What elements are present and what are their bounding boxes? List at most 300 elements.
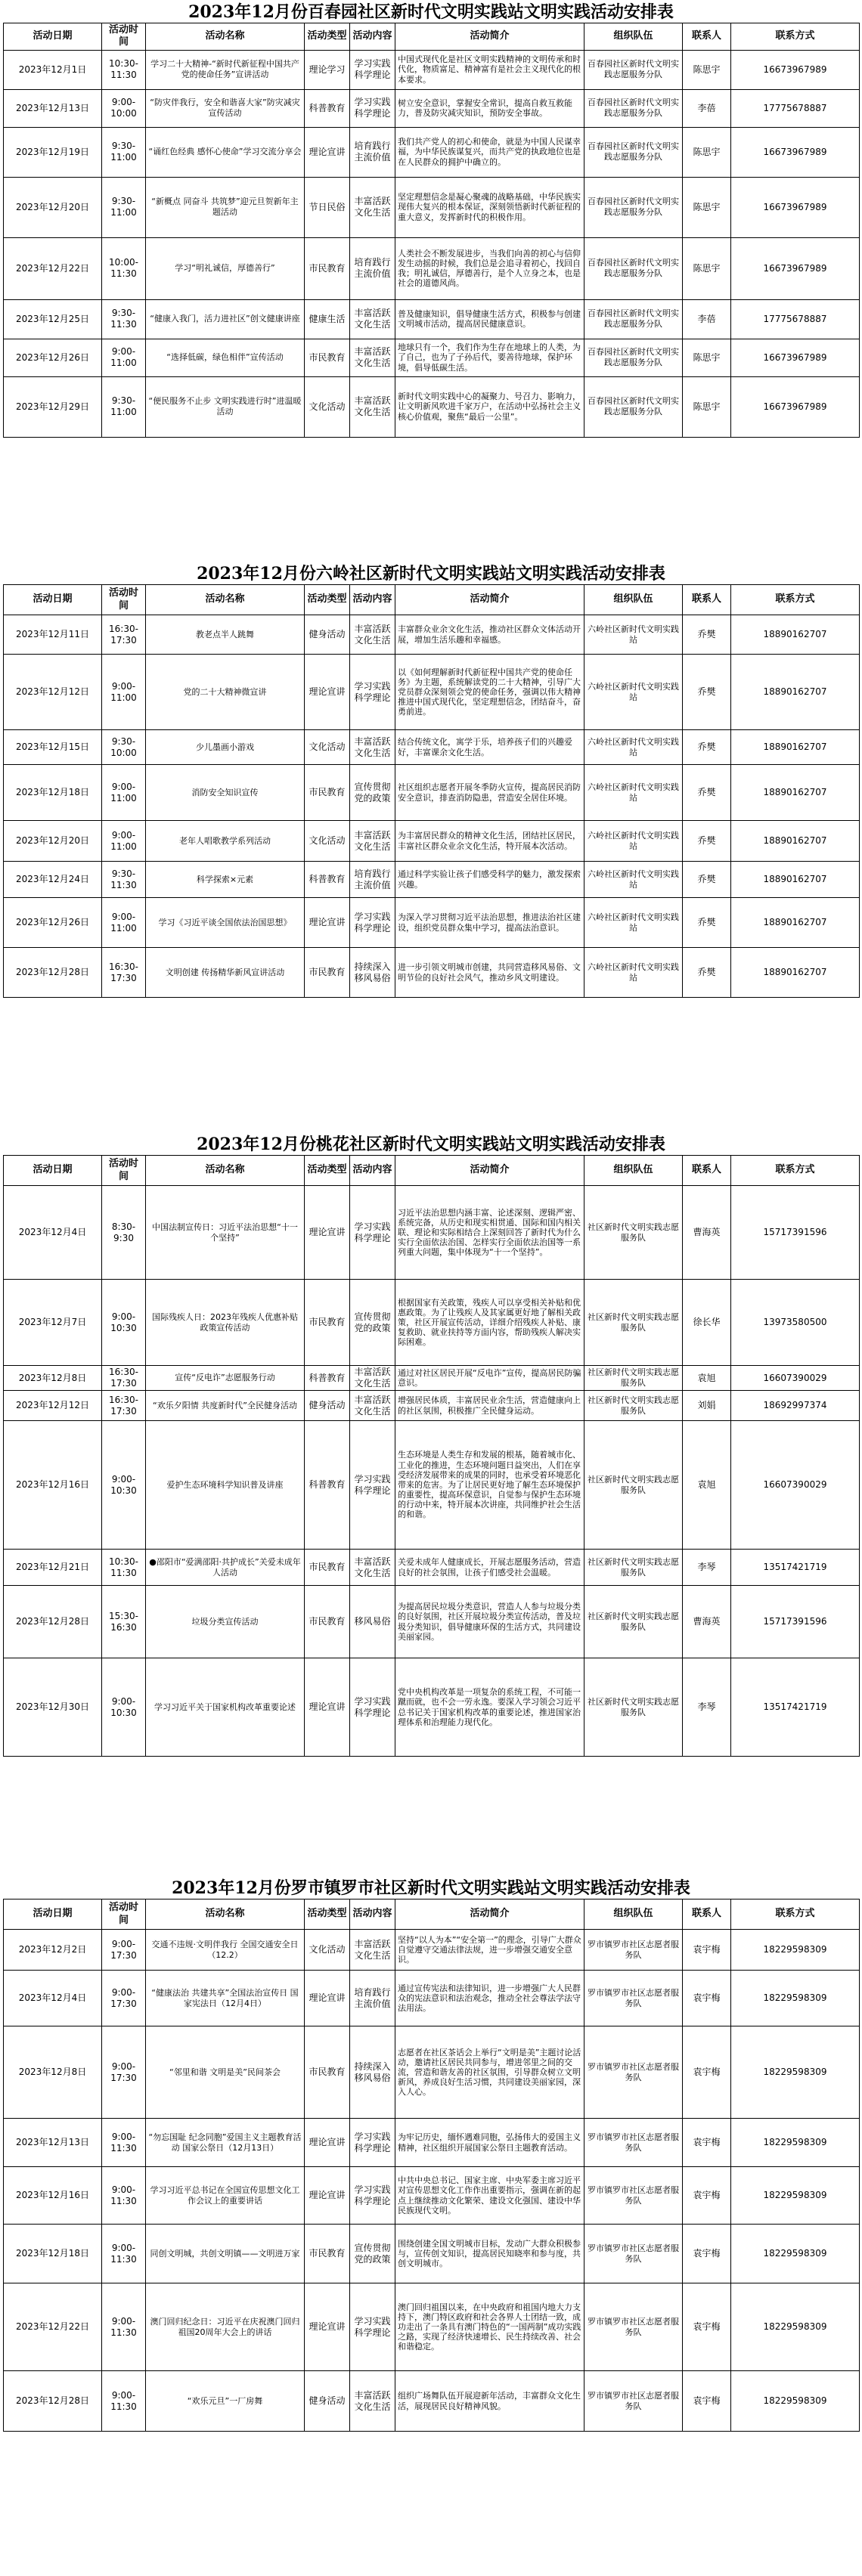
activity-name: “便民服务不止步 文明实践进行时”进温暖活动 [146, 376, 305, 437]
activity-name: 中国法制宣传日：习近平法治思想“十一个坚持” [146, 1186, 305, 1280]
activity-name: 消防安全知识宣传 [146, 765, 305, 821]
activity-intro: 坚定理想信念是凝心聚魂的战略基础，中华民族实现伟大复兴的根本保证，深刻领悟新时代新征程的重大意义，发挥新时代的积极作用。 [395, 177, 584, 237]
contact-person: 袁宇梅 [683, 2371, 731, 2432]
activity-time: 9:00-11:00 [102, 765, 146, 821]
activity-name: 宣传“反电诈”志愿服务行动 [146, 1366, 305, 1391]
table-row [4, 862, 860, 898]
activity-time: 10:30-11:30 [102, 50, 146, 89]
activity-content: 丰富活跃文化生活 [350, 615, 395, 655]
activity-date: 2023年12月13日 [4, 89, 102, 127]
contact-person: 乔樊 [683, 862, 731, 898]
activity-name: 文明创建 传扬精华新风宣讲活动 [146, 948, 305, 998]
activity-name: 党的二十大精神微宣讲 [146, 655, 305, 730]
activity-name: 交通不违规·文明伴我行 全国交通安全日（12.2） [146, 1930, 305, 1971]
activity-type: 市民教育 [305, 2225, 350, 2283]
activity-content: 丰富活跃文化生活 [350, 376, 395, 437]
table-row [4, 376, 860, 437]
organizer-team: 六岭社区新时代文明实践站 [584, 765, 683, 821]
activity-name: “健康法治 共建共享”全国法治宣传日 国家宪法日（12月4日） [146, 1971, 305, 2026]
activity-content: 学习实践科学理论 [350, 89, 395, 127]
table-row [4, 2026, 860, 2119]
activity-date: 2023年12月24日 [4, 862, 102, 898]
contact-phone: 18890162707 [731, 730, 860, 765]
activity-content: 移风易俗 [350, 1586, 395, 1658]
table-row [4, 821, 860, 862]
table-row [4, 1366, 860, 1391]
contact-phone: 18890162707 [731, 862, 860, 898]
activity-date: 2023年12月2日 [4, 1930, 102, 1971]
activity-type: 节日民俗 [305, 177, 350, 237]
organizer-team: 百春园社区新时代文明实践志愿服务分队 [584, 50, 683, 89]
taohua-section [3, 1134, 859, 1757]
contact-person: 袁宇梅 [683, 1971, 731, 2026]
table-row [4, 1421, 860, 1550]
activity-time: 16:30-17:30 [102, 1366, 146, 1391]
contact-phone: 18890162707 [731, 615, 860, 655]
activity-intro: 根据国家有关政策，残疾人可以享受相关补贴和优惠政策。为了让残疾人及其家属更好地了解相关政策，社区开展宣传活动，详细介绍残疾人补贴、康复救助、就业扶持等方面内容，帮助残疾人解决实际困难。 [395, 1280, 584, 1366]
table-row [4, 948, 860, 998]
contact-person: 袁宇梅 [683, 2119, 731, 2167]
activity-type: 市民教育 [305, 1550, 350, 1586]
organizer-team: 罗市镇罗市社区志愿者服务队 [584, 2026, 683, 2119]
table-row [4, 1550, 860, 1586]
contact-person: 陈思宇 [683, 177, 731, 237]
activity-type: 理论宣讲 [305, 655, 350, 730]
contact-person: 李蓓 [683, 89, 731, 127]
organizer-team: 罗市镇罗市社区志愿者服务队 [584, 2119, 683, 2167]
activity-date: 2023年12月1日 [4, 50, 102, 89]
organizer-team: 社区新时代文明实践志愿服务队 [584, 1550, 683, 1586]
contact-person: 李琴 [683, 1550, 731, 1586]
activity-intro: 澳门回归祖国以来，在中央政府和祖国内地大力支持下，澳门特区政府和社会各界人士团结一致，成功走出了一条具有澳门特色的“一国两制”成功实践之路，实现了经济快速增长、民生持续改善、社会和谐稳定。 [395, 2283, 584, 2371]
organizer-team: 六岭社区新时代文明实践站 [584, 898, 683, 948]
activity-date: 2023年12月4日 [4, 1971, 102, 2026]
organizer-team: 百春园社区新时代文明实践志愿服务分队 [584, 299, 683, 339]
contact-person: 袁旭 [683, 1366, 731, 1391]
activity-name: “邻里和谐 文明是美”民间茶会 [146, 2026, 305, 2119]
contact-phone: 18692997374 [731, 1391, 860, 1421]
organizer-team: 罗市镇罗市社区志愿者服务队 [584, 1971, 683, 2026]
activity-date: 2023年12月12日 [4, 655, 102, 730]
activity-time: 9:00-11:00 [102, 655, 146, 730]
activity-content: 学习实践科学理论 [350, 50, 395, 89]
contact-person: 陈思宇 [683, 376, 731, 437]
activity-name: 学习《习近平谈全国依法治国思想》 [146, 898, 305, 948]
activity-intro: 增强居民体质，丰富居民业余生活，营造健康向上的社区氛围，积极推广全民健身运动。 [395, 1391, 584, 1421]
activity-date: 2023年12月8日 [4, 2026, 102, 2119]
activity-date: 2023年12月22日 [4, 2283, 102, 2371]
contact-person: 陈思宇 [683, 237, 731, 299]
activity-type: 理论宣讲 [305, 898, 350, 948]
activity-name: 科学探索×元素 [146, 862, 305, 898]
header-time: 活动时间 [102, 585, 146, 615]
activity-date: 2023年12月13日 [4, 2119, 102, 2167]
activity-intro: 我们共产党人的初心和使命，就是为中国人民谋幸福，为中华民族谋复兴，而共产党的执政地位也是在人民群众的拥护中确立的。 [395, 127, 584, 177]
header-time: 活动时间 [102, 23, 146, 51]
organizer-team: 六岭社区新时代文明实践站 [584, 821, 683, 862]
contact-person: 袁宇梅 [683, 2283, 731, 2371]
activity-intro: 人类社会不断发展进步，当我们向善的初心与信仰发生动摇的时候，我们总是会追寻着初心，找回自我；明礼诚信，厚德善行，是个人立身之本，也是社会的道德风尚。 [395, 237, 584, 299]
activity-name: “健康入我门，活力进社区”创文健康讲座 [146, 299, 305, 339]
contact-phone: 18890162707 [731, 765, 860, 821]
activity-name: 同创文明城，共创文明镇——文明进万家 [146, 2225, 305, 2283]
activity-intro: 普及健康知识，倡导健康生活方式，积极参与创建文明城市活动，提高居民健康意识。 [395, 299, 584, 339]
header-name: 活动名称 [146, 23, 305, 51]
table-row [4, 237, 860, 299]
activity-date: 2023年12月28日 [4, 1586, 102, 1658]
activity-date: 2023年12月19日 [4, 127, 102, 177]
contact-person: 陈思宇 [683, 50, 731, 89]
header-time: 活动时间 [102, 1156, 146, 1186]
activity-name: ●邵阳市“爱满邵阳·共护成长”关爱未成年人活动 [146, 1550, 305, 1586]
activity-time: 9:30-11:30 [102, 299, 146, 339]
table-row [4, 898, 860, 948]
contact-person: 刘娟 [683, 1391, 731, 1421]
activity-content: 丰富活跃文化生活 [350, 821, 395, 862]
organizer-team: 社区新时代文明实践志愿服务队 [584, 1186, 683, 1280]
contact-phone: 16673967989 [731, 50, 860, 89]
header-phone: 联系方式 [731, 585, 860, 615]
contact-phone: 18229598309 [731, 1971, 860, 2026]
contact-phone: 18890162707 [731, 821, 860, 862]
contact-person: 袁宇梅 [683, 2225, 731, 2283]
activity-intro: 围绕创建全国文明城市目标，发动广大群众积极参与，宣传创文知识，提高居民知晓率和参与度，共创文明城市。 [395, 2225, 584, 2283]
table-row [4, 177, 860, 237]
activity-intro: 生态环境是人类生存和发展的根基，随着城市化、工业化的推进，生态环境问题日益突出，人们在享受经济发展带来的成果的同时，也承受着环境恶化带来的危害。为了让居民更好地了解生态环境保护的重要性，提高环保意识，自觉参与保护生态环境的行动中来，特开展本次讲座，共同维护社会生活的和谐。 [395, 1421, 584, 1550]
activity-name: 爱护生态环境科学知识普及讲座 [146, 1421, 305, 1550]
header-team: 组织队伍 [584, 1156, 683, 1186]
contact-phone: 17775678887 [731, 89, 860, 127]
activity-name: “欢乐元旦”一厂房舞 [146, 2371, 305, 2432]
activity-date: 2023年12月21日 [4, 1550, 102, 1586]
organizer-team: 罗市镇罗市社区志愿者服务队 [584, 2371, 683, 2432]
activity-time: 9:30-10:00 [102, 730, 146, 765]
activity-date: 2023年12月20日 [4, 821, 102, 862]
header-intro: 活动简介 [395, 585, 584, 615]
activity-date: 2023年12月20日 [4, 177, 102, 237]
activity-intro: 地球只有一个，我们作为生存在地球上的人类，为了自己，也为了子孙后代，要善待地球，保护环境，倡导低碳生活。 [395, 339, 584, 376]
activity-date: 2023年12月25日 [4, 299, 102, 339]
contact-person: 陈思宇 [683, 127, 731, 177]
table-row [4, 655, 860, 730]
header-team: 组织队伍 [584, 1899, 683, 1930]
table-row [4, 2225, 860, 2283]
activity-intro: 社区组织志愿者开展冬季防火宣传，提高居民消防安全意识，排查消防隐患，营造安全居住环境。 [395, 765, 584, 821]
activity-time: 9:00-11:00 [102, 821, 146, 862]
contact-person: 李琴 [683, 1658, 731, 1757]
header-contact: 联系人 [683, 1899, 731, 1930]
organizer-team: 六岭社区新时代文明实践站 [584, 948, 683, 998]
activity-table [3, 1155, 860, 1757]
table-header-row [4, 23, 860, 51]
activity-name: “防灾伴我行，安全和谐喜大家”防灾减灾宣传活动 [146, 89, 305, 127]
activity-intro: 习近平法治思想内涵丰富、论述深刻、逻辑严密、系统完备，从历史和现实相贯通、国际和国内相关联、理论和实际相结合上深刻回答了新时代为什么实行全面依法治国、怎样实行全面依法治国等一系列重大问题，集中体现为“十一个坚持”。 [395, 1186, 584, 1280]
activity-time: 9:00-11:30 [102, 2119, 146, 2167]
activity-content: 学习实践科学理论 [350, 898, 395, 948]
activity-content: 丰富活跃文化生活 [350, 1366, 395, 1391]
activity-intro: 关爱未成年人健康成长，开展志愿服务活动，营造良好的社会氛围，让孩子们感受社会温暖。 [395, 1550, 584, 1586]
activity-type: 市民教育 [305, 2026, 350, 2119]
activity-content: 丰富活跃文化生活 [350, 1391, 395, 1421]
activity-type: 市民教育 [305, 765, 350, 821]
contact-phone: 13517421719 [731, 1550, 860, 1586]
activity-type: 理论宣讲 [305, 1658, 350, 1757]
activity-date: 2023年12月30日 [4, 1658, 102, 1757]
activity-type: 科普教育 [305, 1366, 350, 1391]
activity-content: 丰富活跃文化生活 [350, 177, 395, 237]
header-content: 活动内容 [350, 1899, 395, 1930]
activity-date: 2023年12月15日 [4, 730, 102, 765]
activity-time: 9:00-17:30 [102, 2026, 146, 2119]
activity-intro: 结合传统文化，寓学于乐，培养孩子们的兴趣爱好，丰富课余文化生活。 [395, 730, 584, 765]
activity-intro: 组织广场舞队伍开展迎新年活动，丰富群众文化生活，展现居民良好精神风貌。 [395, 2371, 584, 2432]
activity-name: “选择低碳，绿色相伴”宣传活动 [146, 339, 305, 376]
activity-content: 学习实践科学理论 [350, 2283, 395, 2371]
activity-date: 2023年12月28日 [4, 948, 102, 998]
activity-date: 2023年12月28日 [4, 2371, 102, 2432]
activity-content: 丰富活跃文化生活 [350, 1550, 395, 1586]
organizer-team: 社区新时代文明实践志愿服务队 [584, 1586, 683, 1658]
table-header-row [4, 585, 860, 615]
activity-name: 学习“明礼诚信，厚德善行” [146, 237, 305, 299]
table-row [4, 1586, 860, 1658]
activity-content: 学习实践科学理论 [350, 2167, 395, 2225]
activity-table [3, 584, 860, 998]
organizer-team: 百春园社区新时代文明实践志愿服务分队 [584, 237, 683, 299]
contact-phone: 16607390029 [731, 1421, 860, 1550]
organizer-team: 百春园社区新时代文明实践志愿服务分队 [584, 376, 683, 437]
header-date: 活动日期 [4, 585, 102, 615]
activity-date: 2023年12月16日 [4, 2167, 102, 2225]
activity-time: 10:30-11:30 [102, 1550, 146, 1586]
activity-time: 16:30-17:30 [102, 1391, 146, 1421]
activity-time: 9:00-17:30 [102, 1930, 146, 1971]
header-type: 活动类型 [305, 23, 350, 51]
liuling-section [3, 563, 859, 998]
section-title: 2023年12月份百春园社区新时代文明实践站文明实践活动安排表 [188, 2, 674, 22]
activity-type: 文化活动 [305, 821, 350, 862]
activity-content: 宣传贯彻党的政策 [350, 1280, 395, 1366]
activity-time: 16:30-17:30 [102, 948, 146, 998]
table-row [4, 765, 860, 821]
contact-person: 袁旭 [683, 1421, 731, 1550]
activity-content: 丰富活跃文化生活 [350, 730, 395, 765]
activity-date: 2023年12月29日 [4, 376, 102, 437]
contact-person: 乔樊 [683, 898, 731, 948]
activity-content: 培育践行主流价值 [350, 1971, 395, 2026]
activity-content: 学习实践科学理论 [350, 1421, 395, 1550]
activity-content: 宣传贯彻党的政策 [350, 2225, 395, 2283]
contact-phone: 18229598309 [731, 2119, 860, 2167]
header-contact: 联系人 [683, 23, 731, 51]
contact-phone: 18229598309 [731, 2371, 860, 2432]
activity-name: 教老点半人跳舞 [146, 615, 305, 655]
activity-intro: 为丰富居民群众的精神文化生活，团结社区居民，丰富社区群众业余文化生活，特开展本次活动。 [395, 821, 584, 862]
activity-time: 15:30-16:30 [102, 1586, 146, 1658]
organizer-team: 六岭社区新时代文明实践站 [584, 615, 683, 655]
activity-content: 学习实践科学理论 [350, 1658, 395, 1757]
table-row [4, 1391, 860, 1421]
activity-time: 9:30-11:00 [102, 127, 146, 177]
contact-person: 李蓓 [683, 299, 731, 339]
organizer-team: 百春园社区新时代文明实践志愿服务分队 [584, 339, 683, 376]
header-date: 活动日期 [4, 23, 102, 51]
activity-date: 2023年12月22日 [4, 237, 102, 299]
contact-phone: 18890162707 [731, 898, 860, 948]
activity-content: 学习实践科学理论 [350, 1186, 395, 1280]
contact-phone: 13517421719 [731, 1658, 860, 1757]
activity-name: 少儿墨画小游戏 [146, 730, 305, 765]
activity-intro: 通过科学实验让孩子们感受科学的魅力，激发探索兴趣。 [395, 862, 584, 898]
section-title: 2023年12月份罗市镇罗市社区新时代文明实践站文明实践活动安排表 [172, 1878, 690, 1898]
activity-type: 理论学习 [305, 50, 350, 89]
activity-time: 9:00-11:30 [102, 2167, 146, 2225]
header-contact: 联系人 [683, 585, 731, 615]
activity-intro: 为深入学习贯彻习近平法治思想，推进法治社区建设，组织党员群众集中学习，提高法治意识。 [395, 898, 584, 948]
table-row [4, 1280, 860, 1366]
activity-time: 9:00-11:00 [102, 339, 146, 376]
activity-type: 健身活动 [305, 2371, 350, 2432]
organizer-team: 社区新时代文明实践志愿服务队 [584, 1366, 683, 1391]
activity-content: 丰富活跃文化生活 [350, 1930, 395, 1971]
header-team: 组织队伍 [584, 23, 683, 51]
activity-intro: 坚持“以人为本”“安全第一”的理念，引导广大群众自觉遵守交通法律法规，进一步增强交通安全意识。 [395, 1930, 584, 1971]
header-phone: 联系方式 [731, 1899, 860, 1930]
contact-person: 乔樊 [683, 730, 731, 765]
header-name: 活动名称 [146, 1899, 305, 1930]
activity-intro: 为牢记历史，缅怀遇难同胞，弘扬伟大的爱国主义精神，社区组织开展国家公祭日主题教育活动。 [395, 2119, 584, 2167]
section-title: 2023年12月份六岭社区新时代文明实践站文明实践活动安排表 [197, 564, 665, 584]
activity-intro: 树立安全意识，掌握安全常识，提高自救互救能力，普及防灾减灾知识，预防安全事故。 [395, 89, 584, 127]
activity-type: 文化活动 [305, 730, 350, 765]
table-row [4, 730, 860, 765]
table-header-row [4, 1156, 860, 1186]
activity-time: 8:30-9:30 [102, 1186, 146, 1280]
activity-date: 2023年12月8日 [4, 1366, 102, 1391]
table-row [4, 50, 860, 89]
table-row [4, 89, 860, 127]
header-content: 活动内容 [350, 1156, 395, 1186]
contact-phone: 16673967989 [731, 339, 860, 376]
organizer-team: 罗市镇罗市社区志愿者服务队 [584, 2225, 683, 2283]
activity-date: 2023年12月4日 [4, 1186, 102, 1280]
activity-type: 科普教育 [305, 89, 350, 127]
activity-time: 9:00-10:30 [102, 1421, 146, 1550]
activity-intro: 通过宣传宪法和法律知识，进一步增强广大人民群众的宪法意识和法治观念，推动全社会尊法学法守法用法。 [395, 1971, 584, 2026]
table-row [4, 2283, 860, 2371]
contact-person: 乔樊 [683, 655, 731, 730]
activity-time: 9:00-11:00 [102, 898, 146, 948]
header-content: 活动内容 [350, 585, 395, 615]
contact-person: 乔樊 [683, 765, 731, 821]
table-row [4, 2167, 860, 2225]
contact-phone: 18229598309 [731, 1930, 860, 1971]
contact-person: 乔樊 [683, 948, 731, 998]
activity-type: 市民教育 [305, 948, 350, 998]
activity-content: 学习实践科学理论 [350, 655, 395, 730]
activity-intro: 新时代文明实践中心的凝聚力、号召力、影响力，让文明新风吹进千家万户，在活动中弘扬社会主义核心价值观，聚焦“最后一公里”。 [395, 376, 584, 437]
activity-name: “新概点 同奋斗 共筑梦”迎元旦贺新年主题活动 [146, 177, 305, 237]
table-row [4, 1658, 860, 1757]
activity-date: 2023年12月26日 [4, 339, 102, 376]
activity-type: 科普教育 [305, 1421, 350, 1550]
section-title: 2023年12月份桃花社区新时代文明实践站文明实践活动安排表 [197, 1135, 665, 1154]
activity-intro: 丰富群众业余文化生活，推动社区群众文体活动开展，增加生活乐趣和幸福感。 [395, 615, 584, 655]
header-content: 活动内容 [350, 23, 395, 51]
activity-type: 市民教育 [305, 339, 350, 376]
contact-phone: 16673967989 [731, 127, 860, 177]
activity-intro: 以《如何理解新时代新征程中国共产党的使命任务》为主题，系统解读党的二十大精神，引导广大党员群众深刻领会党的使命任务，强调以伟大精神推进中国式现代化，坚定理想信念，团结奋斗，奋勇前进。 [395, 655, 584, 730]
header-name: 活动名称 [146, 1156, 305, 1186]
organizer-team: 社区新时代文明实践志愿服务队 [584, 1421, 683, 1550]
activity-type: 市民教育 [305, 1280, 350, 1366]
organizer-team: 六岭社区新时代文明实践站 [584, 862, 683, 898]
header-name: 活动名称 [146, 585, 305, 615]
contact-phone: 18229598309 [731, 2283, 860, 2371]
contact-person: 袁宇梅 [683, 2167, 731, 2225]
activity-type: 理论宣讲 [305, 2119, 350, 2167]
activity-time: 16:30-17:30 [102, 615, 146, 655]
table-row [4, 1971, 860, 2026]
organizer-team: 社区新时代文明实践志愿服务队 [584, 1280, 683, 1366]
activity-time: 9:00-10:00 [102, 89, 146, 127]
organizer-team: 百春园社区新时代文明实践志愿服务分队 [584, 177, 683, 237]
activity-table [3, 1899, 860, 2432]
activity-name: 学习习近平关于国家机构改革重要论述 [146, 1658, 305, 1757]
contact-phone: 17775678887 [731, 299, 860, 339]
activity-date: 2023年12月26日 [4, 898, 102, 948]
contact-phone: 18890162707 [731, 655, 860, 730]
activity-time: 9:00-11:30 [102, 2283, 146, 2371]
organizer-team: 社区新时代文明实践志愿服务队 [584, 1658, 683, 1757]
contact-phone: 18229598309 [731, 2225, 860, 2283]
header-date: 活动日期 [4, 1156, 102, 1186]
activity-content: 培育践行主流价值 [350, 127, 395, 177]
organizer-team: 百春园社区新时代文明实践志愿服务分队 [584, 127, 683, 177]
contact-person: 乔樊 [683, 821, 731, 862]
table-row [4, 2371, 860, 2432]
table-header-row [4, 1899, 860, 1930]
activity-intro: 中共中央总书记、国家主席、中央军委主席习近平对宣传思想文化工作作出重要指示，强调在新的起点上继续推动文化繁荣、建设文化强国、建设中华民族现代文明。 [395, 2167, 584, 2225]
activity-name: “欢乐夕阳情 共度新时代”全民健身活动 [146, 1391, 305, 1421]
activity-intro: 中国式现代化是社区文明实践精神的文明传承和时代化，物质富足、精神富有是社会主义现代化的根本要求。 [395, 50, 584, 89]
contact-phone: 16673967989 [731, 376, 860, 437]
contact-person: 袁宇梅 [683, 2026, 731, 2119]
activity-date: 2023年12月18日 [4, 765, 102, 821]
header-type: 活动类型 [305, 1156, 350, 1186]
activity-type: 科普教育 [305, 862, 350, 898]
table-row [4, 1186, 860, 1280]
table-row [4, 1930, 860, 1971]
activity-date: 2023年12月12日 [4, 1391, 102, 1421]
header-contact: 联系人 [683, 1156, 731, 1186]
activity-time: 9:30-11:30 [102, 862, 146, 898]
activity-type: 健康生活 [305, 299, 350, 339]
activity-content: 丰富活跃文化生活 [350, 2371, 395, 2432]
header-intro: 活动简介 [395, 1156, 584, 1186]
activity-content: 丰富活跃文化生活 [350, 299, 395, 339]
activity-time: 9:00-10:30 [102, 1280, 146, 1366]
header-time: 活动时间 [102, 1899, 146, 1930]
activity-type: 健身活动 [305, 615, 350, 655]
activity-time: 9:00-10:30 [102, 1658, 146, 1757]
activity-type: 健身活动 [305, 1391, 350, 1421]
contact-phone: 13973580500 [731, 1280, 860, 1366]
contact-phone: 16673967989 [731, 177, 860, 237]
activity-intro: 通过对社区居民开展“反电诈”宣传，提高居民防骗意识。 [395, 1366, 584, 1391]
activity-date: 2023年12月18日 [4, 2225, 102, 2283]
header-intro: 活动简介 [395, 1899, 584, 1930]
